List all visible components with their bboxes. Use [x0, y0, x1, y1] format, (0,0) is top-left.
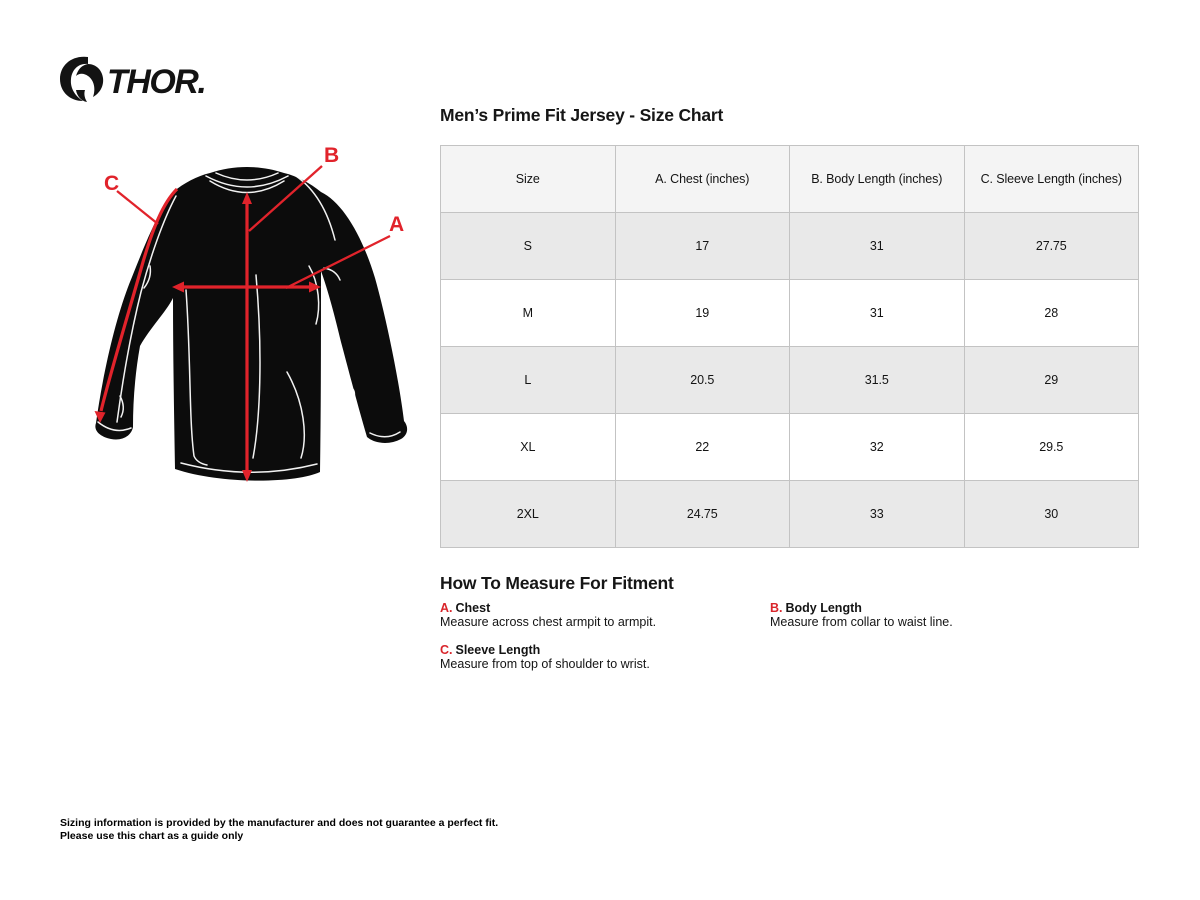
table-row — [441, 481, 1139, 548]
body-length-cell: 31 — [790, 280, 965, 347]
disclaimer-line-2: Please use this chart as a guide only — [60, 829, 244, 842]
table-row — [441, 280, 1139, 347]
chest-cell: 19 — [615, 280, 790, 347]
sleeve-length-cell: 27.75 — [964, 213, 1139, 280]
chest-cell: 22 — [615, 414, 790, 481]
thor-goat-icon — [60, 57, 103, 102]
size-cell: L — [441, 347, 616, 414]
measure-item-body-length — [770, 601, 1090, 629]
logo-wordmark: THOR. — [107, 63, 206, 101]
size-cell: XL — [441, 414, 616, 481]
measure-key-a: A. — [440, 601, 453, 615]
measure-name-sleeve-length: Sleeve Length — [455, 643, 541, 657]
chest-cell: 17 — [615, 213, 790, 280]
measure-item-label — [440, 601, 760, 615]
sleeve-length-cell: 30 — [964, 481, 1139, 548]
header-row — [441, 146, 1139, 213]
thor-logo-svg — [57, 54, 207, 104]
body-length-cell: 32 — [790, 414, 965, 481]
size-cell: S — [441, 213, 616, 280]
table-row — [441, 213, 1139, 280]
page-title: Men’s Prime Fit Jersey - Size Chart — [440, 105, 724, 125]
sleeve-length-cell: 29.5 — [964, 414, 1139, 481]
measure-description: Measure across chest armpit to armpit. — [440, 615, 657, 629]
measure-item-label — [770, 601, 1090, 615]
disclaimer — [60, 817, 560, 842]
measure-name-chest: Chest — [455, 601, 491, 615]
brand-logo — [57, 54, 207, 104]
size-chart-table — [440, 145, 1139, 548]
measure-key-b: B. — [770, 601, 783, 615]
size-cell: M — [441, 280, 616, 347]
measure-label-b: B — [324, 144, 340, 167]
chest-cell: 24.75 — [615, 481, 790, 548]
jersey-diagram — [60, 140, 440, 500]
measure-item-sleeve-length — [440, 643, 760, 671]
body-length-cell: 31.5 — [790, 347, 965, 414]
column-header-body-length: B. Body Length (inches) — [790, 146, 965, 213]
measure-item-label — [440, 643, 760, 657]
jersey-illustration — [95, 167, 407, 481]
size-chart-table-wrap — [440, 145, 1139, 548]
how-to-measure-heading: How To Measure For Fitment — [440, 573, 674, 593]
measure-description: Measure from collar to waist line. — [770, 615, 953, 629]
measure-name-body-length: Body Length — [785, 601, 862, 615]
measure-label-c: C — [104, 172, 120, 195]
column-header-chest: A. Chest (inches) — [615, 146, 790, 213]
sleeve-length-cell: 28 — [964, 280, 1139, 347]
measure-item-chest — [440, 601, 760, 629]
size-cell: 2XL — [441, 481, 616, 548]
body-length-cell: 31 — [790, 213, 965, 280]
column-header-sleeve-length: C. Sleeve Length (inches) — [964, 146, 1139, 213]
column-header-size: Size — [441, 146, 616, 213]
measure-label-a: A — [389, 213, 405, 236]
chest-cell: 20.5 — [615, 347, 790, 414]
body-length-cell: 33 — [790, 481, 965, 548]
table-row — [441, 414, 1139, 481]
sleeve-length-cell: 29 — [964, 347, 1139, 414]
measure-key-c: C. — [440, 643, 453, 657]
label-c-leader-line — [117, 191, 158, 224]
table-row — [441, 347, 1139, 414]
how-to-measure-section — [440, 573, 1100, 671]
disclaimer-line-1: Sizing information is provided by the manufacturer and does not guarantee a perfect fit. — [60, 817, 499, 829]
measure-description: Measure from top of shoulder to wrist. — [440, 657, 650, 671]
